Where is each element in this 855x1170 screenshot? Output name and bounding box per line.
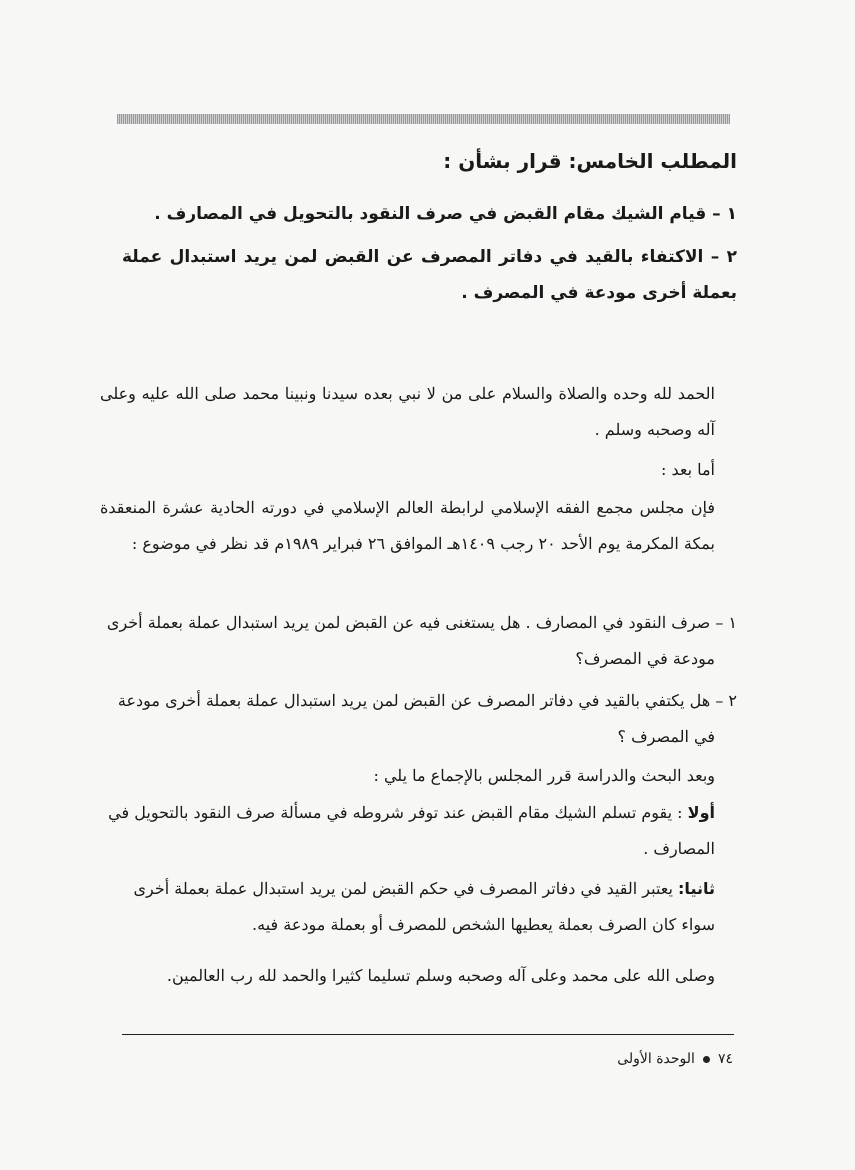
top-decorative-rule	[117, 114, 730, 124]
question-1: ١ – صرف النقود في المصارف . هل يستغنى فيه عن القبض لمن يريد استبدال عملة بعملة أخرى مودعة في المصرف؟	[106, 613, 737, 668]
page-number: ٧٤	[717, 1051, 733, 1067]
resolution-topic-1: ١ – قيام الشيك مقام القبض في صرف النقود بالتحويل في المصارف .	[154, 204, 737, 224]
decision-intro: وبعد البحث والدراسة قرر المجلس بالإجماع ما يلي :	[373, 766, 715, 785]
decision-first-label: أولا	[687, 803, 715, 822]
question-2: ٢ – هل يكتفي بالقيد في دفاتر المصرف عن القبض لمن يريد استبدال عملة بعملة أخرى مودعة في المصرف ؟	[117, 691, 737, 746]
page-footer	[617, 1048, 733, 1070]
decision-first-text: : يقوم تسلم الشيك مقام القبض عند توفر شروطه في مسألة صرف النقود بالتحويل في المصارف .	[108, 803, 715, 858]
intro-paragraph: الحمد لله وحده والصلاة والسلام على من لا نبي بعده سيدنا ونبينا محمد صلى الله عليه وعلى آله وصحبه وسلم .	[100, 384, 715, 439]
bullet-icon	[703, 1056, 710, 1063]
council-paragraph: فإن مجلس مجمع الفقه الإسلامي لرابطة العالم الإسلامي في دورته الحادية عشرة المنعقدة بمكة المكرمة يوم الأحد ٢٠ رجب ١٤٠٩هـ الموافق ٢٦ فبراير ١٩٨٩م قد نظر في موضوع :	[100, 498, 715, 553]
unit-title: الوحدة الأولى	[617, 1051, 695, 1067]
section-heading: المطلب الخامس: قرار بشأن :	[443, 149, 737, 173]
decision-second-label: ثانيا:	[678, 879, 715, 898]
decision-second-text: يعتبر القيد في دفاتر المصرف في حكم القبض لمن يريد استبدال عملة بعملة أخرى سواء كان الصرف بعملة يعطيها الشخص للمصرف أو بعملة مودعة فيه.	[133, 879, 715, 934]
closing-paragraph: وصلى الله على محمد وعلى آله وصحبه وسلم تسليما كثيرا والحمد لله رب العالمين.	[166, 966, 715, 985]
decision-first	[100, 795, 737, 867]
resolution-topic-2: ٢ – الاكتفاء بالقيد في دفاتر المصرف عن القبض لمن يريد استبدال عملة بعملة أخرى مودعة في المصرف .	[122, 247, 737, 303]
footer-rule	[122, 1034, 734, 1035]
decision-second	[100, 871, 737, 943]
amma-baad: أما بعد :	[660, 460, 715, 479]
